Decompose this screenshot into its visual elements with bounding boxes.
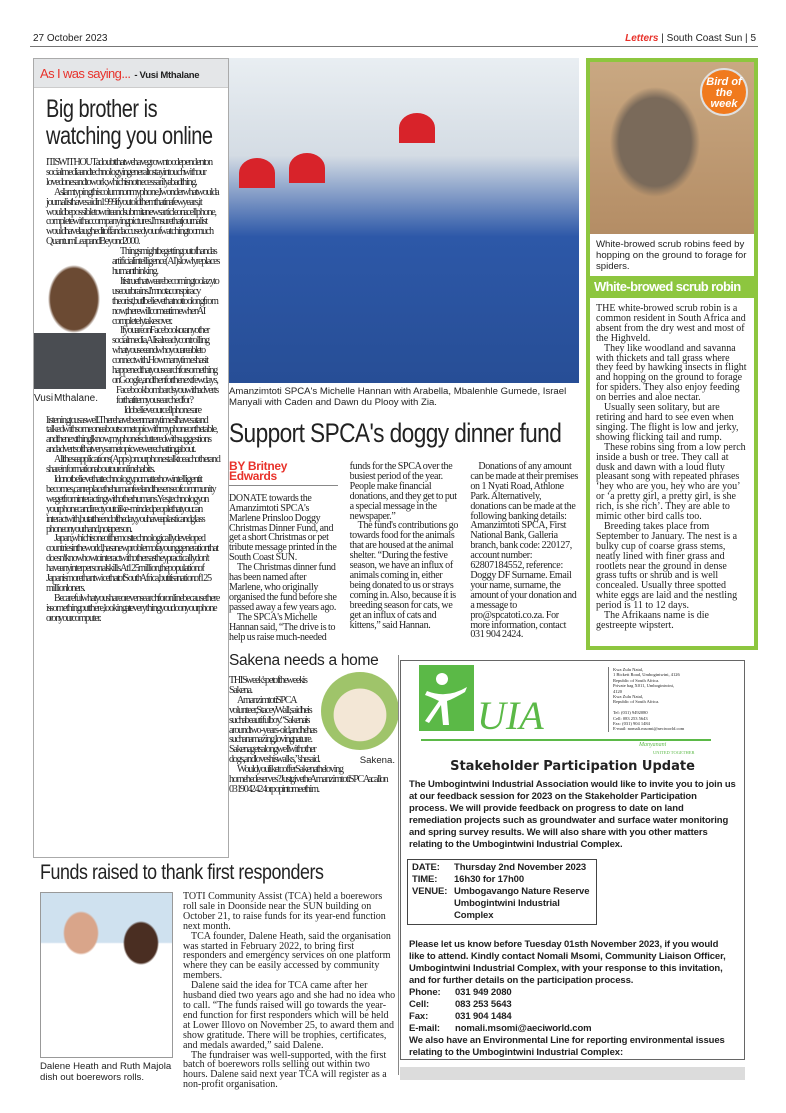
bird-body [590, 298, 754, 631]
author-photo [34, 249, 106, 389]
detail-value: 031 904 1484 [455, 1011, 512, 1022]
bird-of-week-badge: Bird of the week [700, 68, 748, 116]
paragraph: The SPCA's Michelle Hannan said, “The drive is to help us raise much-needed funds for the SPCA over the busiest period of the year. People make financial donations, and they get to put a special message in the newspaper.” [229, 461, 457, 643]
paragraph: I do believe our cellphones are listening to us as well. There have been many times I have sat and talked with someone about some topic with my phone on the table, and the next thing I know, my phone is cluttered with suggestions and adverts of that very same topic we were chatting about. [46, 404, 218, 456]
uia-motto-sub: UNITED TOGETHER [653, 750, 695, 755]
paragraph: The Christmas dinner fund has been named after Marlene, who originally organised the fund before she passed away a few years ago. [229, 562, 337, 613]
header-rule [30, 46, 758, 47]
event-details [407, 859, 597, 925]
paragraph: Amanzimtoti SPCA volunteer, Stacey Wall, said he is such a beautiful boy. “Sakena is around two-years-old, and he has such an amazing, loving nature. Sakena gets along well with other dogs, and loves his walks,” she said. [229, 694, 320, 766]
column-title: Big brother is watching you online [46, 95, 213, 150]
bird-photo-caption: White-browed scrub robins feed by hopping on the ground to forage for spiders. [596, 239, 747, 272]
address-line: Republic of South Africa. [613, 677, 660, 683]
bird-title: White-browed scrub robin [590, 276, 754, 298]
column-author: - Vusi Mthalane [134, 70, 200, 81]
detail-label [412, 898, 454, 922]
spca-article [229, 459, 579, 650]
uia-logo-text: UIA [477, 693, 544, 737]
address-line: Tel: (031) 9492080 [613, 710, 648, 716]
detail-value: Thursday 2nd November 2023 [454, 862, 587, 873]
funds-photo [40, 892, 173, 1058]
contact-details [409, 987, 736, 1035]
column-divider [398, 655, 399, 1075]
detail-row [409, 1011, 736, 1023]
column-body [34, 150, 228, 624]
advert-footer-bar [400, 1067, 745, 1080]
paragraph: They like woodland and savanna with thickets and tall grass where they feed by hawking insects in flight and hopping on the ground to forage for spiders. They also enjoy feeding on berries and aloe nectar. [596, 342, 747, 404]
detail-value: 031 949 2080 [455, 987, 512, 998]
paragraph: It is true that we are becoming too lazy to use our brains. I'm not a conspiracy theorist, but I believe that not too long from now, there will come a time when AI completely takes over. [112, 275, 219, 327]
spca-body [229, 462, 579, 650]
logo-rule [421, 739, 711, 741]
address-line: E-mail: nomali.msomi@aeciworld.com [613, 726, 685, 732]
bird-of-the-week [586, 58, 758, 650]
funds-headline: Funds raised to thank first responders [40, 861, 324, 884]
sakena-photo [321, 672, 399, 750]
paragraph: The fund's contributions go towards food for the animals that are housed at the animal shelter. “During the festive season, we have an influx of animals coming in, either being donated to us or strays coming in. Also, because it is breeding season for cats, we get an influx of cats and kittens,” said Hannan. [349, 520, 459, 631]
uia-advert [400, 660, 745, 1060]
page-header [625, 33, 756, 44]
author-photo-caption: Vusi Mthalane. [34, 393, 98, 405]
sakena-photo-caption: Sakena. [359, 755, 395, 766]
detail-label: E-mail: [409, 1023, 440, 1034]
byline: BY Britney Edwards [229, 462, 338, 486]
detail-value: 16h30 for 17h00 [454, 874, 525, 885]
paragraph: Breeding takes place from September to January. The nest is a bulky cup of coarse grass stems, neatly lined with finer grass and rootlets near the ground in dense grass tufts or shrub and is well concealed. Usually three spotted white eggs are laid and the nestling period is 11 to 12 days. [596, 520, 738, 612]
paragraph: DONATE towards the Amanzimtoti SPCA's Marlene Prinsloo Doggy Christmas Dinner Fund, and get a short Christmas or pet tribute message printed in the South Coast SUN. [229, 492, 337, 564]
address-line: Cell: 083 253 5643 [613, 715, 648, 721]
advert-intro: The Umbogintwini Industrial Association would like to invite you to join us at our feedback session for 2023 on the Stakeholder Participation process. We will provide feedback on progress to date on land remediation projects such as groundwater and surface water monitoring and spring survey results. We will also share with you other matters relating to the Umbogintwini Industrial Complex. [409, 779, 736, 850]
paragraph: The fundraiser was well-supported, with the first batch of boerewors rolls selling out within two hours. Dalene said next year TCA will register as a non-profit organisation. [183, 1049, 387, 1091]
paragraph: Donations of any amount can be made at their premises on 1 Nyati Road, Athlone Park. Alternatively, donations can be made at the following banking details: Amanzimtoti SPCA, First National Bank, Galleria branch, bank code: 220127, account number: 62807184552, reference: Doggy DF Surname. Email your name, surname, the amount of your donation and a message to pro@spcatoti.co.za. For more information, contact 031 904 2424. [470, 461, 578, 641]
paragraph: The Afrikaans name is die gestreepte wipstert. [596, 610, 709, 631]
detail-label: DATE: [412, 862, 440, 873]
paragraph: Be careful what you share or even search for online because there is something out there, looking at everything you do on your phone or on your computer. [46, 592, 220, 624]
uia-logo [419, 665, 609, 737]
address-line: Fax: (031) 904 1484 [613, 721, 650, 727]
uia-motto: Manyanani [639, 742, 667, 748]
paragraph: Would you like to offer Sakena the loving home he deserves? Just give the Amanzimtoti SPCA a call on 031 904 2424 or pop in to meet him. [229, 764, 388, 795]
spca-headline: Support SPCA's doggy dinner fund [229, 418, 562, 448]
paragraph: All these applications (Apps) on our phones talk to each other and share information about our online habits. [46, 454, 220, 476]
spca-photo-caption: Amanzimtoti SPCA's Michelle Hannan with Arabella, Mbalenhle Gumede, Israel Manyali with Caden and Dawn du Plooy with Zia. [229, 386, 567, 408]
address-line: Kwa Zulu Natal, [613, 694, 644, 700]
paragraph: IT IS WITHOUT a doubt that we have grown too dependent on social media and technology in general to stay in touch with our loved ones and to work, which is not necessarily a bad thing. [46, 157, 212, 188]
column-series: As I was saying... [40, 66, 131, 81]
detail-row [412, 886, 592, 898]
detail-row [409, 987, 736, 999]
paragraph: Things might be getting out of hand as artificial intelligence (AI) slowly replaces human thinking. [112, 246, 220, 277]
paragraph: THIS week's pet of the week is Sakena. [229, 675, 307, 696]
detail-label: VENUE: [412, 886, 448, 897]
sakena-article [229, 676, 395, 848]
address-line: 4120 [613, 688, 622, 694]
bird-photo [590, 62, 754, 234]
advert-rsvp [401, 939, 744, 1059]
page-number: 5 [750, 33, 756, 44]
separator: | [745, 33, 748, 44]
detail-label: Phone: [409, 987, 441, 998]
issue-date: 27 October 2023 [33, 33, 108, 44]
detail-label: TIME: [412, 874, 438, 885]
paragraph: As I am typing this column on my phone, I wonder what would a journalist have said in 1999 if you told them that in a few years, it would be possible to write and submit a news article on a cellphone, complete with accompanying pictures. I'm sure that journalist would have laughed it off and accused you of watching too much Quantum Leap and Beyond 2000. [46, 186, 219, 248]
paragraph: These robins sing from a low perch inside a bush or tree. They call at dusk and dawn with a loud fluty pleasant song with repeated phrases ‘hey who are you, hey who are you’ or ‘a pretty girl, a pretty girl, is she rich, is she rich’. They are able to mimic other bird calls too. [596, 441, 746, 523]
uia-address [608, 667, 738, 732]
detail-value: 083 253 5643 [455, 999, 512, 1010]
detail-label: Fax: [409, 1011, 429, 1022]
detail-row [412, 862, 592, 874]
detail-label: Cell: [409, 999, 430, 1010]
advert-closing: We also have an Environmental Line for reporting environmental issues relating to the Umbogintwini Industrial Complex: [409, 1035, 725, 1058]
paragraph: Japan, which is one of the most technologically developed countries in the world, has a new problem of a young generation that doesn't know how to interact with others as they practically don't have any interpersonal skills. At 125 million, the population of Japan is more than twice that of South Africa, but it is a nation of 125 million loners. [46, 533, 219, 594]
sakena-headline: Sakena needs a home [229, 652, 379, 669]
funds-photo-caption: Dalene Heath and Ruth Majola dish out boerewors rolls. [40, 1061, 172, 1083]
address-line: Republic of South Africa. [613, 699, 660, 705]
paragraph: THE white-browed scrub robin is a common resident in South Africa and absent from the dry west and most of the Highveld. [596, 303, 746, 344]
detail-row [412, 874, 592, 886]
spca-photo [229, 58, 579, 383]
funds-body [183, 892, 396, 1107]
advert-title: Stakeholder Participation Update [450, 759, 695, 774]
advert-letterhead [401, 661, 744, 759]
publication-name: South Coast Sun [666, 33, 743, 44]
detail-value: Umbogintwini Industrial Complex [454, 898, 560, 921]
address-line: Private bag X011, Umbogintwini, [613, 683, 674, 689]
separator: | [661, 33, 664, 44]
detail-value: nomali.msomi@aeciworld.com [455, 1023, 592, 1034]
detail-value: Umbogavango Nature Reserve [454, 886, 590, 897]
paragraph: TOTI Community Assist (TCA) held a boerewors roll sale in Doonside near the SUN building on October 21, to raise funds for its year-end function next month. [183, 891, 386, 932]
detail-row [409, 999, 736, 1011]
paragraph: If you are on Facebook or any other social media, AI is already controlling what you see and who you are able to connect with. How many times has it happened that you search for something on Google, and then for the next few days, Facebook bombards you with adverts for that item you searched for? [112, 325, 218, 406]
paragraph: I do not believe that technology, no matter how intelligent it becomes, can replace the human feel and the sense of community we get from interacting with other humans. Yes, technology on your phone can direct you to like-minded people that you can interact with, but at the end of the day, you have a plastic and glass phone on your hand, not a person. [46, 474, 216, 535]
opinion-column [33, 58, 229, 858]
address-line: Kwa Zulu Natal, [613, 667, 644, 672]
column-header [34, 59, 228, 88]
detail-row [409, 1023, 736, 1035]
rsvp-text: Please let us know before Tuesday 01sth November 2023, if you would like to attend. Kindly contact Nomali Msomi, Community Liaison Officer, Umbogintwini Industrial Complex, with your response to this invitation, and for further details on the participation process. [409, 939, 726, 986]
paragraph: Dalene said the idea for TCA came after her husband died two years ago and she had no idea who to call. “The funds raised will go towards the year-end function for first responders which will be held at Lower Illovo on November 25, to award them and show gratitude. There will be trophies, certificates, and medals awarded,” said Dalene. [183, 980, 396, 1051]
paragraph: Usually seen solitary, but are retiring and hard to see even when singing. The flight is low and jerky, showing flicking tail and rump. [596, 402, 739, 443]
section-name: Letters [625, 33, 659, 44]
address-line: 1 Bickett Road, Umbogintwini, 4126 [613, 672, 680, 678]
detail-row [412, 898, 592, 922]
paragraph: TCA founder, Dalene Heath, said the organisation was started in February 2022, to bring first responders and emergency services on one platform where they can be easily accessed by community members. [183, 930, 391, 982]
